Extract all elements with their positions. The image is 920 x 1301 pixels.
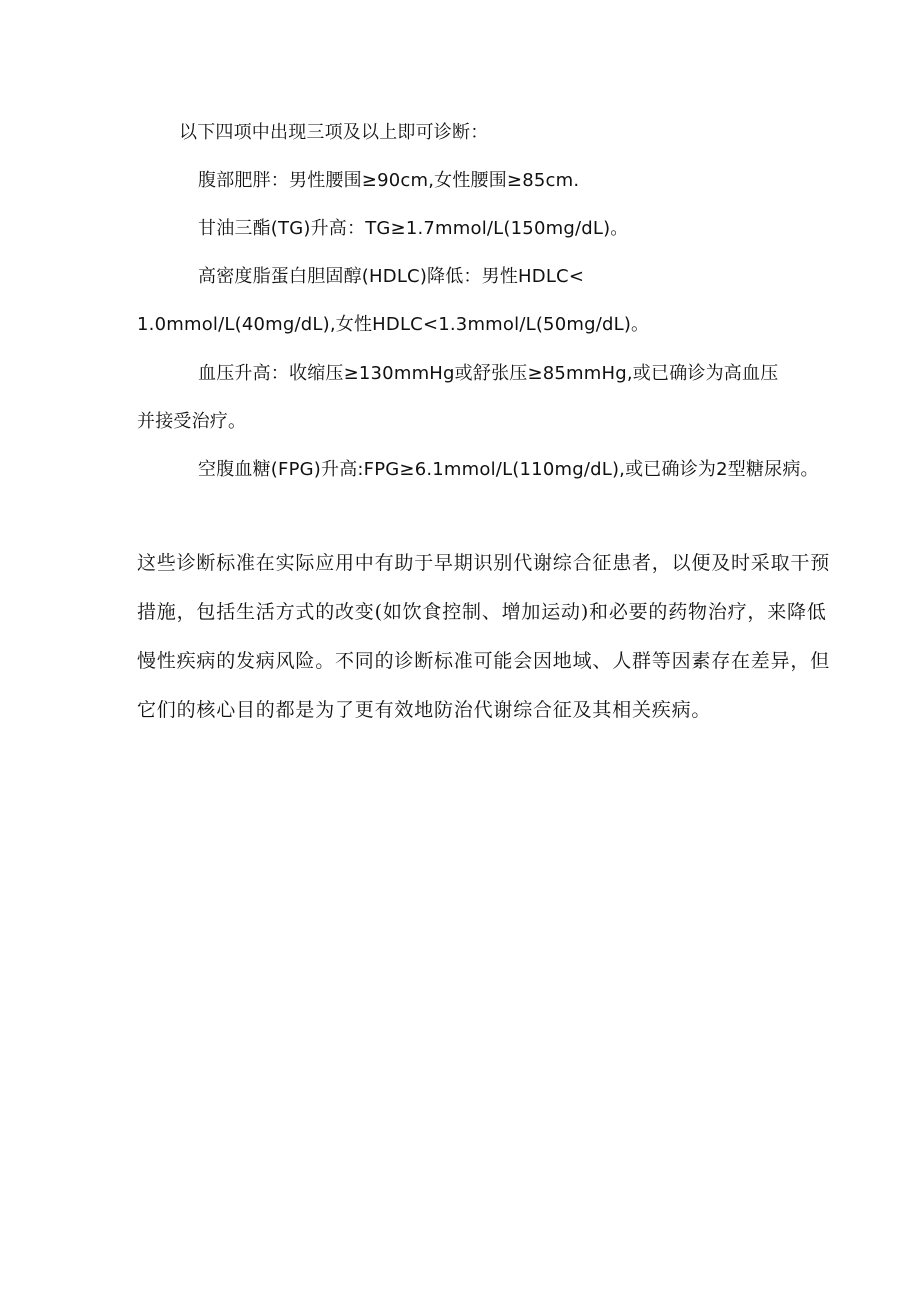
criterion-blood-pressure-line-1: 血压升高：收缩压≥130mmHg或舒张压≥85mmHg,或已确诊为高血压 [198, 363, 779, 384]
conclusion-line-4: 它们的核心目的都是为了更有效地防治代谢综合征及其相关疾病。 [137, 699, 712, 721]
criteria-intro: 以下四项中出现三项及以上即可诊断： [179, 122, 489, 143]
criterion-abdominal-obesity: 腹部肥胖：男性腰围≥90cm,女性腰围≥85cm. [198, 170, 580, 191]
conclusion-line-1: 这些诊断标准在实际应用中有助于早期识别代谢综合征患者，以便及时采取干预 [137, 552, 831, 574]
criterion-fasting-glucose: 空腹血糖(FPG)升高:FPG≥6.1mmol/L(110mg/dL),或已确诊为2型糖尿病。 [198, 459, 819, 480]
criterion-blood-pressure-line-2: 并接受治疗。 [137, 411, 247, 432]
criterion-triglyceride: 甘油三酯(TG)升高：TG≥1.7mmol/L(150mg/dL)。 [198, 218, 629, 239]
conclusion-line-2: 措施，包括生活方式的改变(如饮食控制、增加运动)和必要的药物治疗，来降低 [137, 601, 827, 623]
criterion-hdl-line-2: 1.0mmol/L(40mg/dL),女性HDLC<1.3mmol/L(50mg/dL)。 [137, 314, 650, 335]
criterion-hdl-line-1: 高密度脂蛋白胆固醇(HDLC)降低：男性HDLC< [198, 266, 585, 287]
conclusion-line-3: 慢性疾病的发病风险。不同的诊断标准可能会因地域、人群等因素存在差异，但 [137, 650, 831, 672]
